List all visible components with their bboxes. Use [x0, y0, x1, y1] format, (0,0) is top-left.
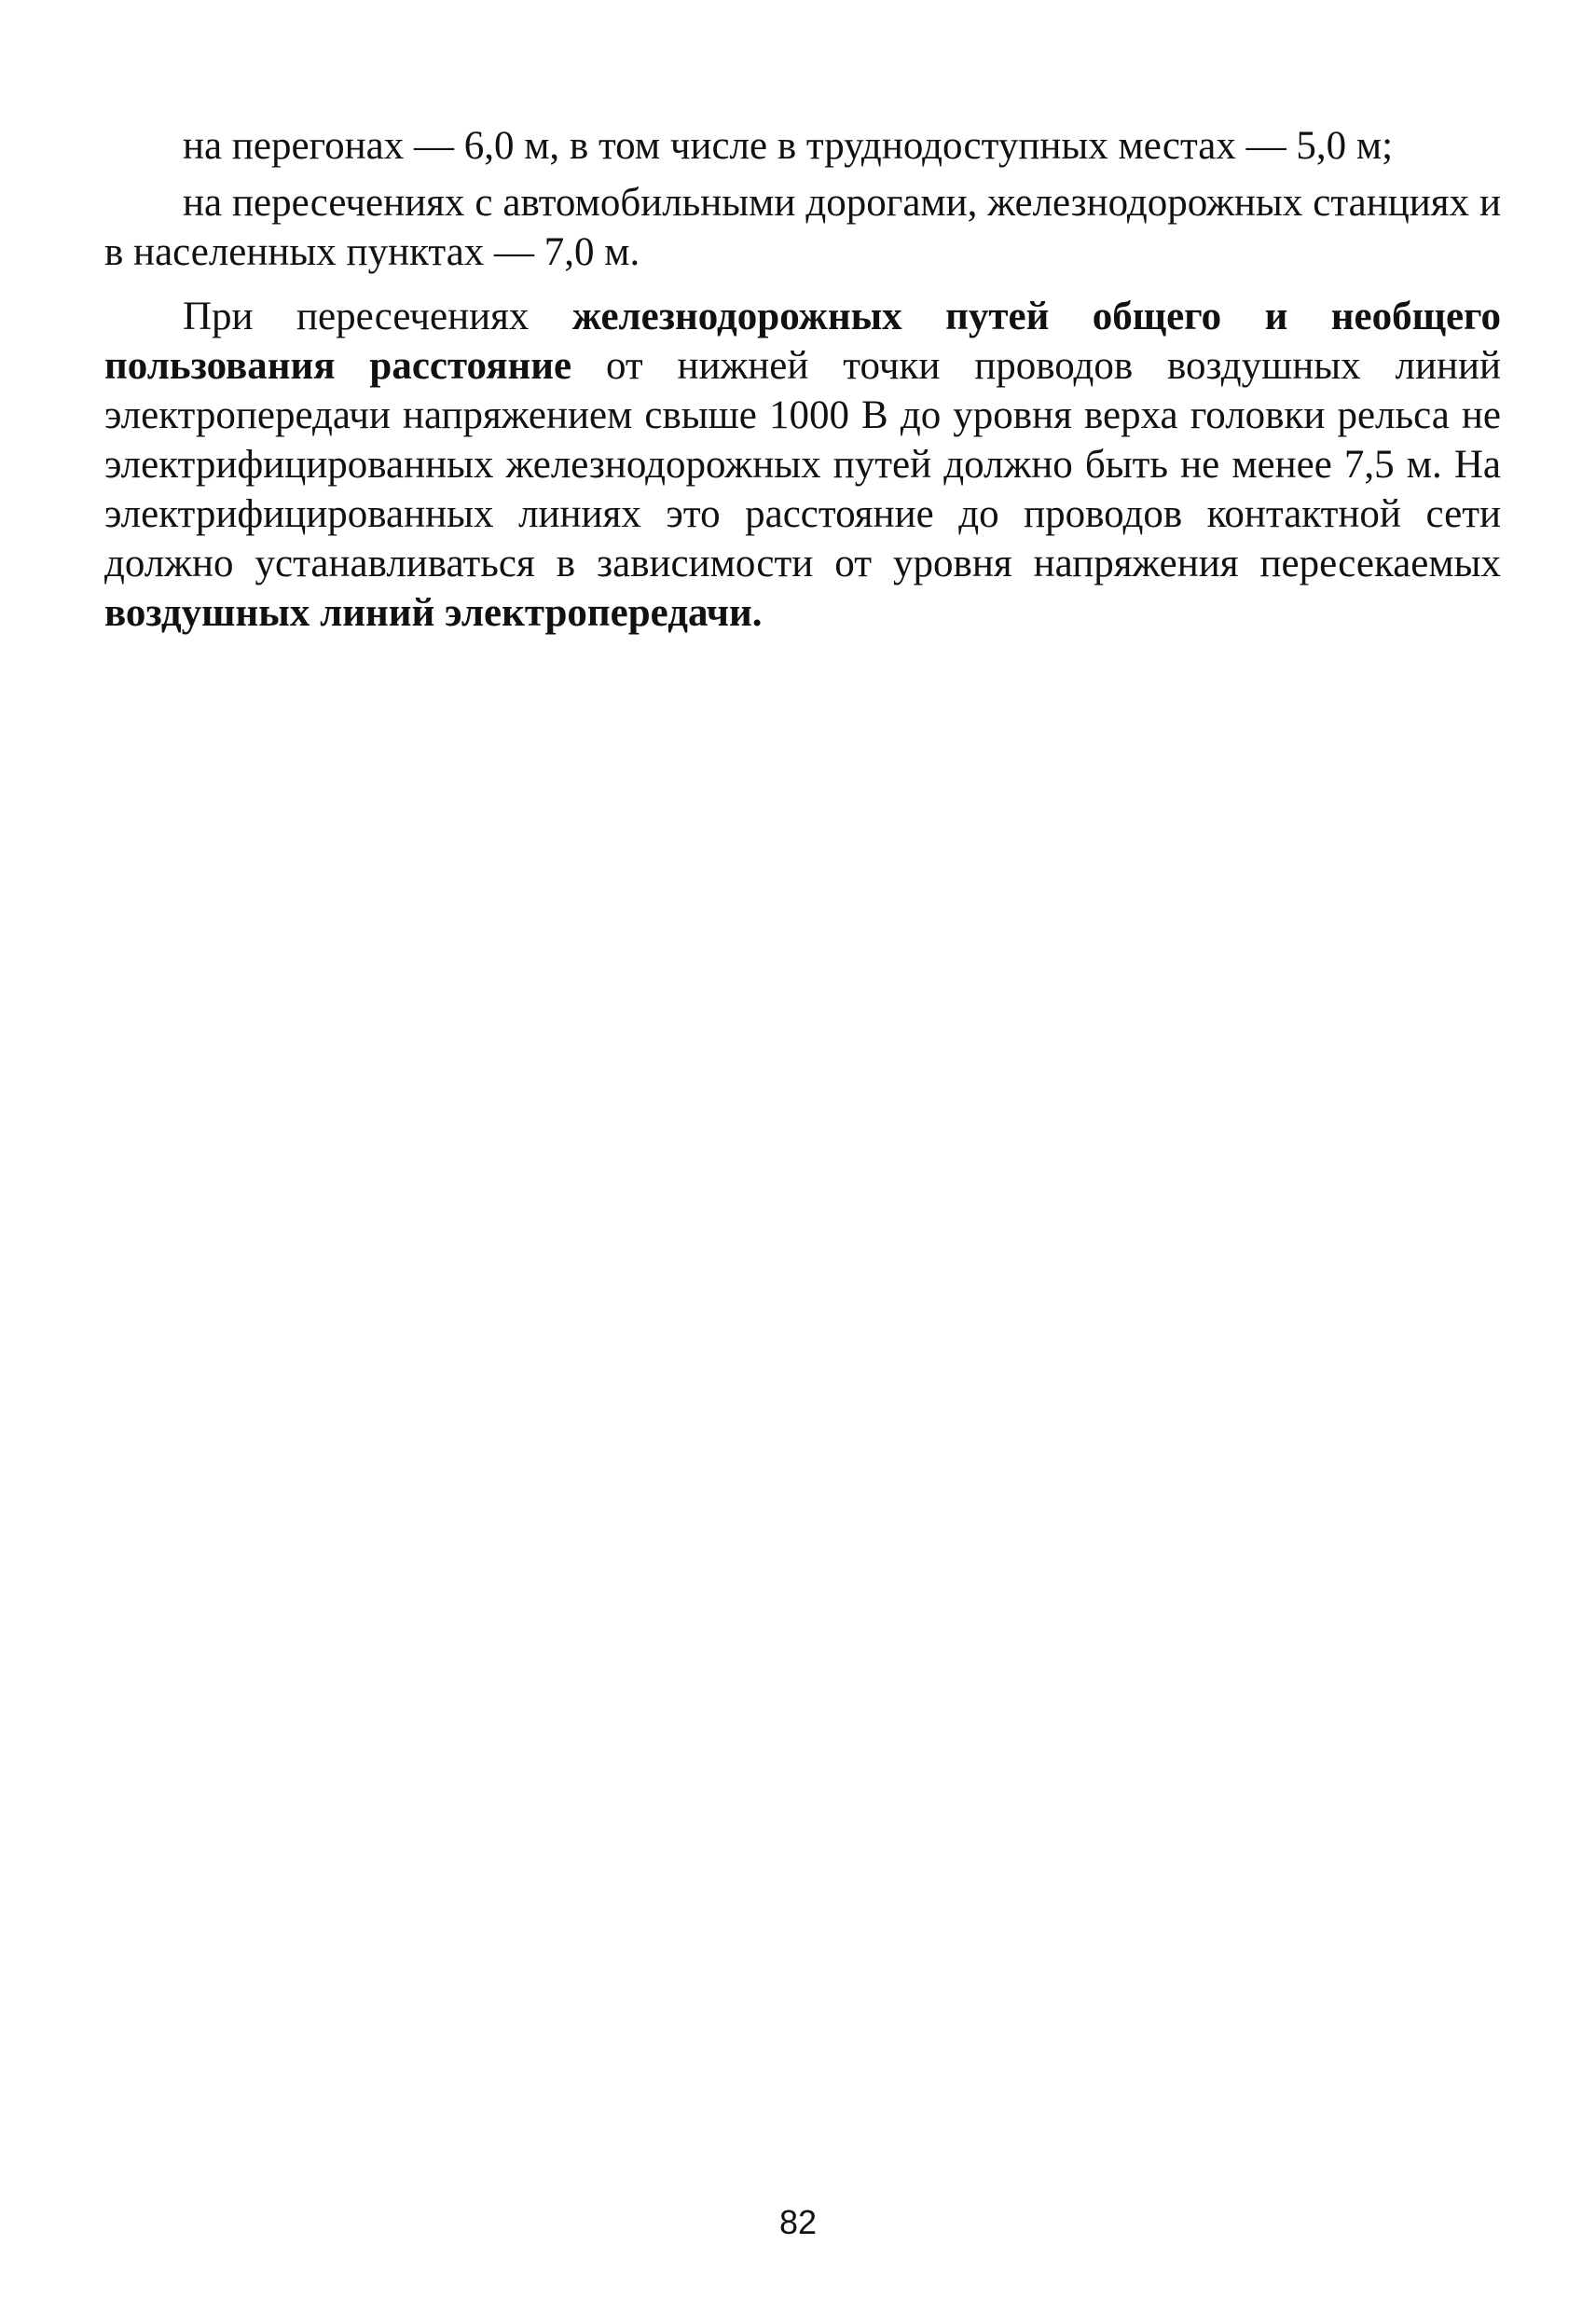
paragraph-railway-crossings	[104, 292, 1501, 638]
paragraph-spans: на перегонах — 6,0 м, в том числе в труднодоступных местах — 5,0 м;	[183, 124, 1394, 168]
bold-term-railway-distance: железнодорожных путей общего и необщего пользования расстояние	[104, 295, 1501, 388]
paragraph-text: от нижней точки проводов воздушных линий электропередачи напряжением свыше 1000 В до уровня верха головки рельса не электрифицированных железнодорожных путей должно быть не менее 7,5 м. На электрифицированных линиях это расстояние до проводов контактной сети должно устанавливаться в зависимости от уровня напряжения пересекаемых	[104, 344, 1501, 585]
body-text	[104, 121, 1501, 638]
bold-term-power-lines: воздушных линий электропередачи.	[104, 591, 763, 635]
page-number: 82	[778, 2203, 818, 2241]
paragraph-crossings: на пересечениях с автомобильными дорогами, железнодорожных станциях и в населенных пунктах — 7,0 м.	[104, 181, 1501, 274]
paragraph-text: При пересечениях	[183, 295, 572, 338]
